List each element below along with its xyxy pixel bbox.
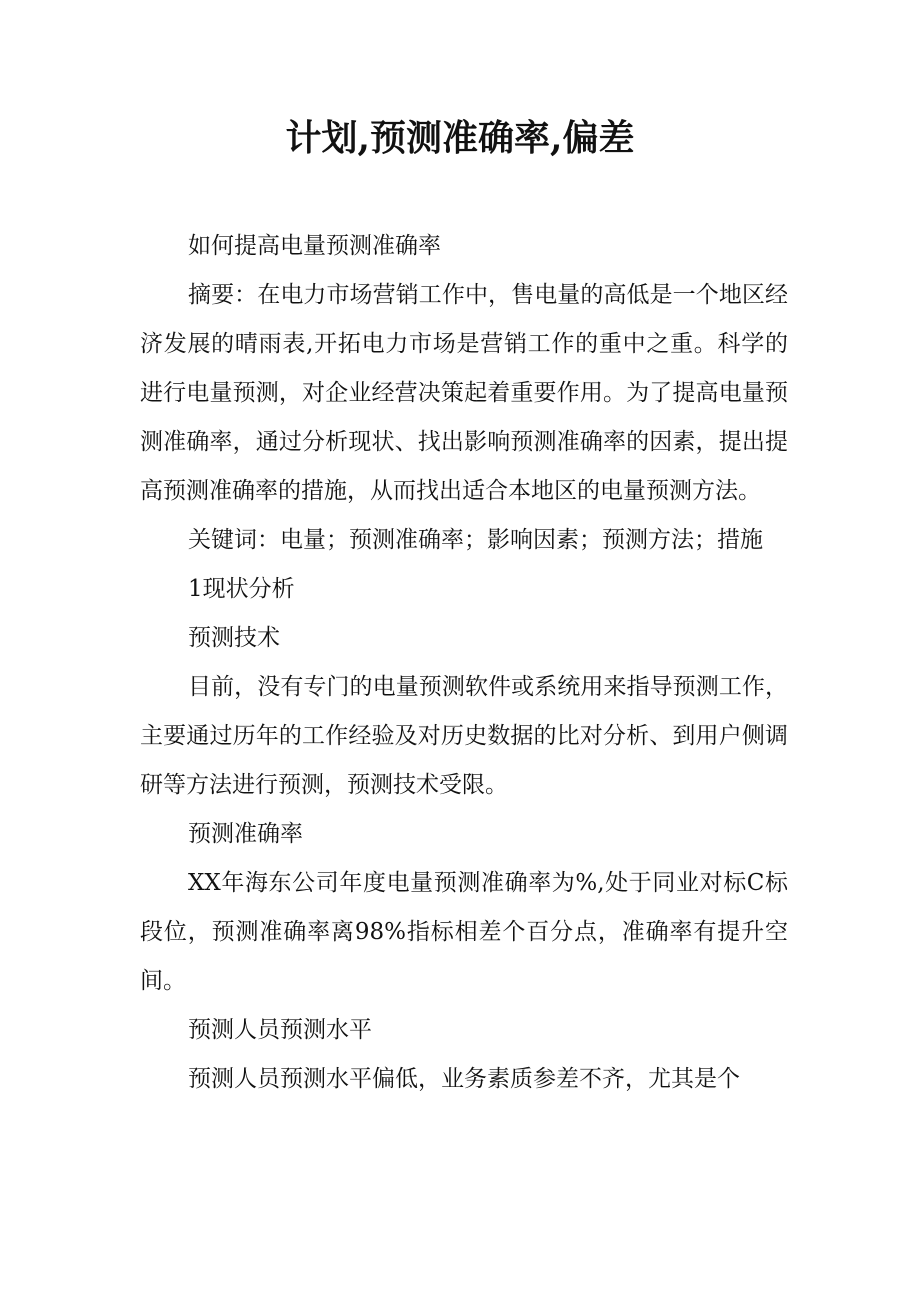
keywords-paragraph: 关键词：电量；预测准确率；影响因素；预测方法；措施 xyxy=(188,527,763,553)
body-paragraph: XX年海东公司年度电量预测准确率为%,处于同业对标C标段位，预测准确率离98%指标相差个百分点，准确率有提升空间。 xyxy=(140,870,788,994)
section-heading: 1现状分析 xyxy=(188,576,295,602)
subsection-heading: 预测人员预测水平 xyxy=(188,1017,372,1043)
body-paragraph: 目前，没有专门的电量预测软件或系统用来指导预测工作，主要通过历年的工作经验及对历史数据的比对分析、到用户侧调研等方法进行预测，预测技术受限。 xyxy=(140,674,788,798)
document-title: 计划,预测准确率,偏差 xyxy=(285,117,635,159)
subsection-heading: 预测准确率 xyxy=(188,821,303,847)
subsection-heading: 预测技术 xyxy=(188,625,280,651)
section-heading: 如何提高电量预测准确率 xyxy=(188,233,441,259)
document-body xyxy=(140,222,788,1104)
abstract-paragraph: 摘要：在电力市场营销工作中，售电量的高低是一个地区经济发展的晴雨表,开拓电力市场是营销工作的重中之重。科学的进行电量预测，对企业经营决策起着重要作用。为了提高电量预测准确率，通过分析现状、找出影响预测准确率的因素，提出提高预测准确率的措施，从而找出适合本地区的电量预测方法。 xyxy=(140,282,788,504)
body-paragraph: 预测人员预测水平偏低，业务素质参差不齐，尤其是个 xyxy=(188,1066,740,1092)
